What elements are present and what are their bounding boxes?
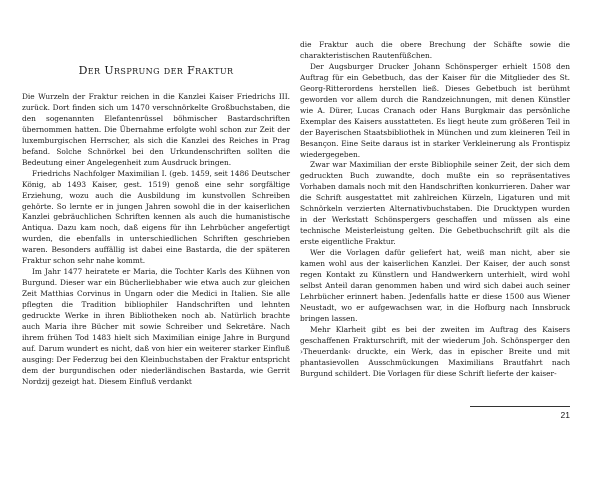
- chapter-title: Der Ursprung der Fraktur: [78, 64, 234, 77]
- paragraph: Wer die Vorlagen dafür geliefert hat, weiß man nicht, aber sie kamen wohl aus der kaiserlichen Kanzlei. Der Kaiser, der auch sonst regen Kontakt zu Künstlern und Handwerkern unterhielt, wird wohl selbst Anteil daran genommen haben und wird sich dabei auch seiner Lehrbücher erinnert haben. Jedenfalls hatte er diese 1500 aus Wiener Neustadt, wo er aufgewachsen war, in die Hofburg nach Innsbruck bringen lassen.: [300, 248, 570, 323]
- page-number: 21: [560, 410, 570, 420]
- paragraph: Mehr Klarheit gibt es bei der zweiten im Auftrag des Kaisers geschaffenen Frakturschrift, mit der wiederum Joh. Schönsperger den ›Theuerdank‹ druckte, ein Werk, das in epischer Breite und mit phantasievollen Ausschmückungen Maximilians Brautfahrt nach Burgund schildert. Die Vorlagen für diese Schrift lieferte der kaiser-: [300, 324, 570, 378]
- paragraph: Friedrichs Nachfolger Maximilian I. (geb. 1459, seit 1486 Deutscher König, ab 1493 Kaiser, gest. 1519) genoß eine sehr sorgfältige Erziehung, wozu auch die Ausbildung im kunstvollen Schreiben gehörte. So lernte er in jungen Jahren sowohl die in der kaiserlichen Kanzlei gebräuchlichen Schriften kennen als auch die humanistische Antiqua. Dazu kam noch, daß eigens für ihn Lehrbücher angefertigt wurden, die ebenfalls in unterschiedlichen Schriften geschrieben waren. Besonders auffällig ist dabei eine Bastarda, die der späteren Fraktur schon sehr nahe kommt.: [22, 168, 290, 266]
- footer-rule: [470, 406, 570, 407]
- paragraph: Der Augsburger Drucker Johann Schönsperger erhielt 1508 den Auftrag für ein Gebetbuch, das der Kaiser für die Mitglieder des St. Georg-Ritterordens herstellen ließ. Dieses Gebetbuch ist berühmt geworden vor allem durch die Randzeichnungen, mit denen Künstler wie A. Dürer, Lucas Cranach oder Hans Burgkmair das persönliche Exemplar des Kaisers ausstatteten. Es liegt heute zum größeren Teil in der Bayerischen Staatsbibliothek in München und zum kleineren Teil in Besançon. Eine Seite daraus ist in starker Verkleinerung als Frontispiz wiedergegeben.: [300, 61, 570, 159]
- paragraph: die Fraktur auch die obere Brechung der Schäfte sowie die charakteristischen Rautenfüßchen.: [300, 40, 570, 60]
- paragraph: Im Jahr 1477 heiratete er Maria, die Tochter Karls des Kühnen von Burgund. Dieser war ein Bücherliebhaber wie etwa auch zur gleichen Zeit Matthias Corvinus in Ungarn oder die Medici in Italien. Sie alle pflegten die Tradition bibliophiler Handschriften und lehnten gedruckte Werke in ihren Bibliotheken noch ab. Natürlich brachte auch Maria ihre Bücher mit sowie Schreiber und Sekretäre. Nach ihrem frühen Tod 1483 hielt sich Maximilian einige Jahre in Burgund auf. Darum wundert es nicht, daß von hier ein weiterer starker Einfluß ausging: Der Federzug bei den Kleinbuchstaben der Fraktur entspricht dem der burgundischen oder niederländischen Bastarda, wie Gerrit Nordzij gezeigt hat. Diesem Einfluß verdankt: [22, 267, 290, 386]
- left-column: [22, 92, 290, 388]
- paragraph: Die Wurzeln der Fraktur reichen in die Kanzlei Kaiser Friedrichs III. zurück. Dort finden sich um 1470 verschnörkelte Großbuchstaben, die den sogenannten Elefantenrüssel böhmischer Bastardschriften übernommen hatten. Die Übernahme erfolgte wohl schon zur Zeit der luxemburgischen Herrscher, als sich die Kanzlei des Reiches in Prag befand. Solche Schnörkel bei den Urkundenschriften sollten die Bedeutung einer Angelegenheit zum Ausdruck bringen.: [22, 92, 290, 167]
- paragraph: Zwar war Maximilian der erste Bibliophile seiner Zeit, der sich dem gedruckten Buch zuwandte, doch mußte ein so repräsentatives Vorhaben damals noch mit den Handschriften konkurrieren. Daher war die Schrift ausgestattet mit zahlreichen Kürzeln, Ligaturen und mit Schnörkeln verzierten Alternativbuchstaben. Die Drucktypen wurden in der Werkstatt Schönspergers geschaffen und müssen als eine technische Meisterleistung gelten. Die Gebetbuchschrift gilt als die erste eigentliche Fraktur.: [300, 160, 570, 247]
- right-column: [300, 40, 570, 380]
